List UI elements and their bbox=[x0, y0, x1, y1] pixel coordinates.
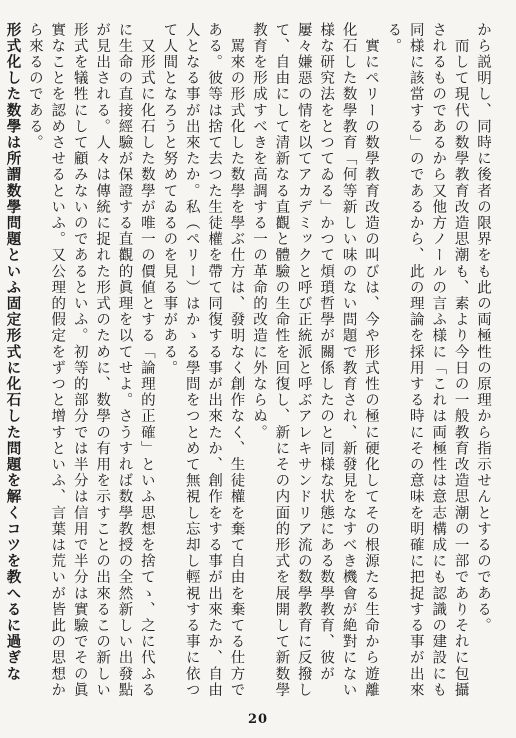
paragraph: 而して現代の数學教育改造思潮も、素より今日の一般教育改造思潮の一部でありそれに包攝されるものであるから又他方ノールの言ふ様に「これは両極性は意志構成にも認識の建設にも同様に該當する」のであるから、此の理論を採用する時にその意味を明確に把捉する事が出來る。 bbox=[385, 22, 469, 699]
paragraph: から説明し、同時に後者の限界をも此の両極性の原理から指示せんとするのである。 bbox=[475, 22, 491, 634]
paragraph-bold: 形式化した数學は所謂数學問題といふ固定形式に化石した問題を解くコツを教へるに過ぎな bbox=[4, 22, 22, 683]
vertical-text-body bbox=[4, 22, 494, 700]
paragraph: 罵來の形式化した数學を學ぶ仕方は、發明なく創作なく、生徒權を棄て自由を棄てる仕方である。彼等は捨て去つた生徒權を帶て同復する事が出來たか、創作をする事が出來たか、自由人となる事が出來たか。私（ペリー）はかゝる學問をつとめて無視し忘却し輕視する事に依つて人間となろうと努めてゐるのを見る事がある。 bbox=[161, 22, 245, 699]
paragraph: 實にペリーの数學教育改造の叫びは、今や形式性の極に硬化してその根源たる生命から遊離化石した数學教育「何等新しい味のない問題で教育され、新發見をなすべき機會が絶對にない様な研究法をとつてゐる」かつて煩瑣哲學が關係したのと同様な状態にある数學教育、彼が屢々嫌惡の情を以てアカデミックと呼び正統派と呼ぶアレキサンドリア流の数學教育に反撥して、自由にして清新なる直觀と體驗の生命性を回復し、新にその内面的形式を展開して新数學教育を形成すべきを高調する一の革命的改造に外ならぬ。 bbox=[250, 22, 379, 699]
paragraph: 又形式に化石した数學が唯一の價値とする「論理的正確」といふ思想を捨てゝ、之に代ふるに生命の直接經驗が保證する直觀的眞理を以てせよ。さうすれば数學教授の全然新しい出發點が見出される。人々は傳統に捉れた形式のために、数學の有用を示すことの出來るこの新しい形式を犠牲にして顧みないのであるといふ。初等的部分では半分は信用で半分は實驗でその眞實なことを認めさせるといふ。又公理的假定をずつと增すといふ、言葉は荒いが皆此の思想から來るのである。 bbox=[26, 22, 155, 699]
page-number: 20 bbox=[247, 712, 269, 727]
